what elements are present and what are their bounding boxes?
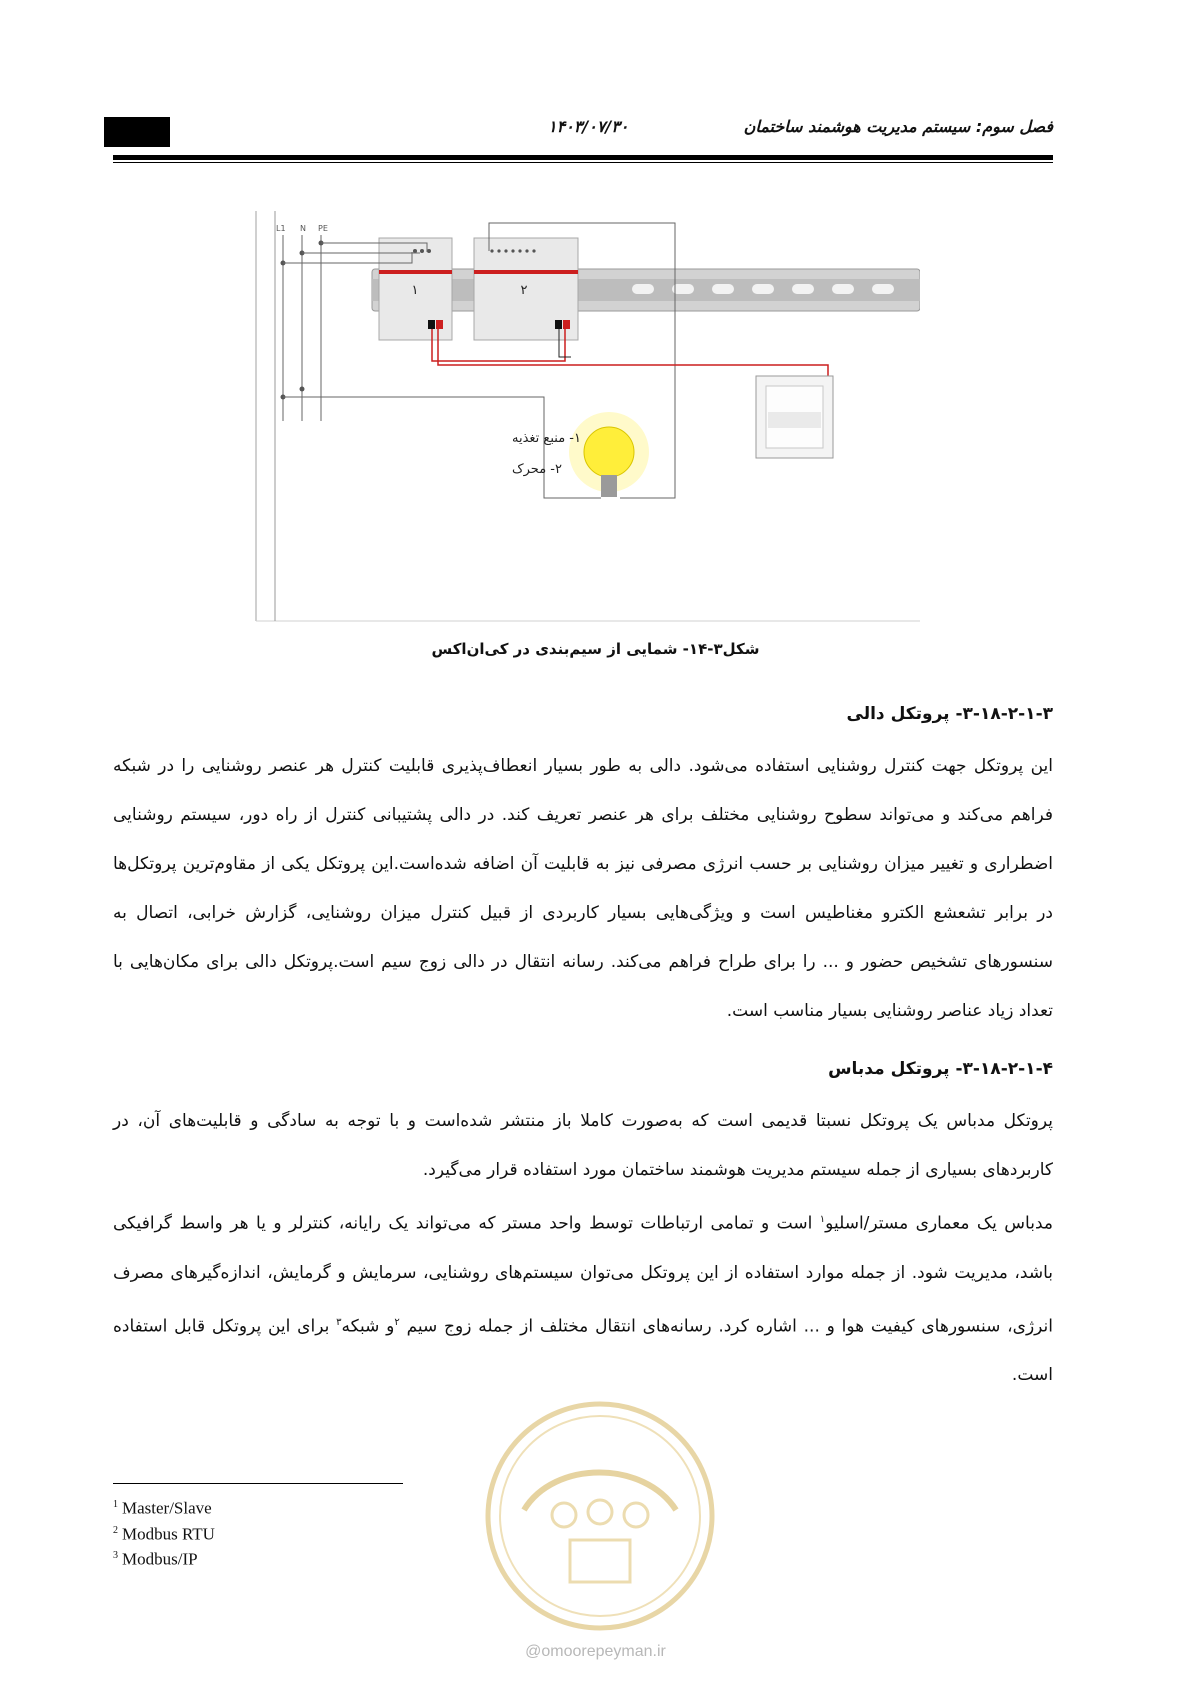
header-rule-thick (113, 155, 1053, 160)
publisher-seal-watermark (484, 1400, 716, 1632)
footnote-ref-2: ۲ (394, 1316, 400, 1328)
footnote-rule (113, 1483, 403, 1484)
paragraph-dali: این پروتکل جهت کنترل روشنایی استفاده می‌شود. دالی به طور بسیار انعطاف‌پذیری قابلیت کنترل هر عنصر روشنایی را در شبکه فراهم می‌کند و می‌تواند سطوح روشنایی مختلف برای هر عنصر تعریف کند. در دالی پشتیبانی کنترل از راه دور، سیستم روشنایی اضطراری و تغییر میزان روشنایی بر حسب انرژی مصرفی نیز به قابلیت آن اضافه شده‌است.این پروتکل یکی از مقاوم‌ترین پروتکل‌ها در برابر تشعشع الکترو مغناطیس است و ویژگی‌هایی بسیار کاربردی از قبیل کنترل میزان روشنایی، گزارش خرابی، اتصال به سنسورهای تشخیص حضور و ... را برای طراح فراهم می‌کند. رسانه انتقال در دالی زوج سیم است.پروتکل دالی برای مکان‌هایی با تعداد زیاد عناصر روشنایی بسیار مناسب است. (113, 756, 1053, 1021)
header-date: ۱۴۰۳/۰۷/۳۰ (548, 117, 629, 136)
figure-caption: شکل۳-۱۴- شمایی از سیم‌بندی در کی‌ان‌اکس (431, 640, 760, 658)
module-1-label: ۱ (411, 283, 419, 298)
header-rule-thin (113, 162, 1053, 163)
light-bulb (584, 427, 634, 477)
wire-label-n: N (300, 224, 306, 233)
knx-wiring-diagram (252, 211, 920, 623)
chapter-title: فصل سوم: سیستم مدیریت هوشمند ساختمان (743, 117, 1053, 136)
footnote-2: $^2$ Modbus RTU (113, 1524, 215, 1544)
section-heading-dali: ۳-۱۸-۲-۱-۳- پروتکل دالی (846, 704, 1053, 724)
wire-label-pe: PE (318, 224, 328, 233)
footnote-3: $^3$ Modbus/IP (113, 1549, 198, 1569)
legend-item-1: ۱- منبع تغذیه (512, 431, 581, 446)
legend-item-2: ۲- محرک (512, 462, 562, 477)
footnote-ref-1: ۱ (819, 1214, 826, 1225)
footnote-1: $^1$ Master/Slave (113, 1498, 212, 1518)
wire-label-l1: L1 (276, 224, 286, 233)
footnotes (113, 1494, 215, 1571)
paragraph-modbus-1: پروتکل مدباس یک پروتکل نسبتا قدیمی است که به‌صورت کاملا باز منتشر شده‌است و با توجه به سادگی و قابلیت‌های آن، در کاربردهای بسیاری از جمله سیستم مدیریت هوشمند ساختمان مورد استفاده قرار می‌گیرد. (113, 1111, 1053, 1180)
section-heading-modbus: ۳-۱۸-۲-۱-۴- پروتکل مدباس (828, 1059, 1053, 1079)
website-watermark: @omoorepeyman.ir (525, 1643, 666, 1660)
module-2-label: ۲ (520, 283, 528, 298)
header-black-block (104, 117, 170, 147)
footnote-ref-3: ۳ (336, 1316, 342, 1328)
paragraph-modbus-2: مدباس یک معماری مستر/اسلیو$^۱$ است و تمامی ارتباطات توسط واحد مستر که می‌تواند یک رایانه، کنترلر و یا هر واسط گرافیکی باشد، مدیریت شود. از جمله موارد استفاده از این پروتکل می‌توان سیستم‌های روشنایی، سرمایش و گرمایش، اندازه‌گیرهای مصرف انرژی، سنسورهای کیفیت هوا و ... اشاره کرد. رسانه‌های انتقال مختلف از جمله زوج سیم $^۲$و شبکه$^۳$ برای این پروتکل قابل استفاده است. (113, 1213, 1053, 1386)
